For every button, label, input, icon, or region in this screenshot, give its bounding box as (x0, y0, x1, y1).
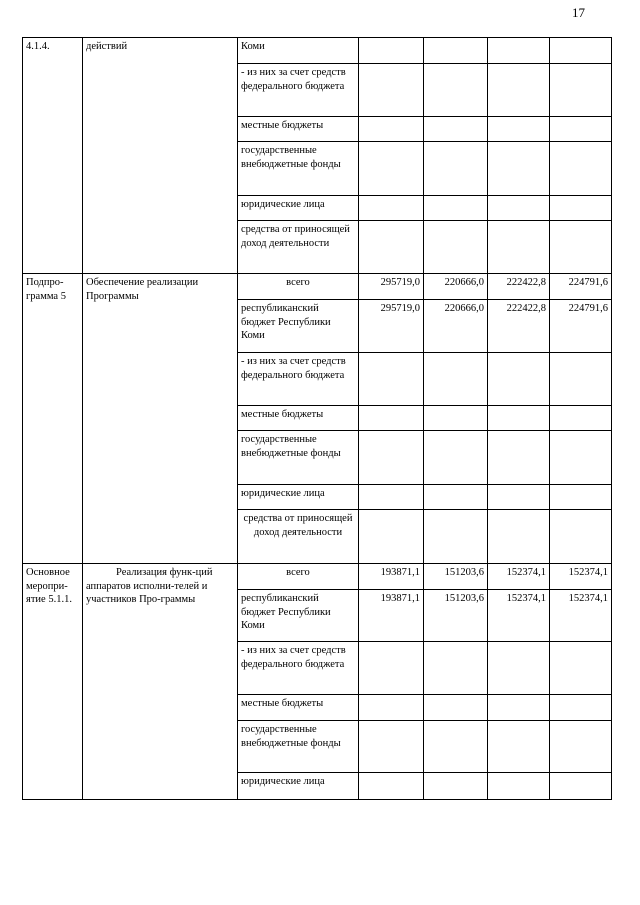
value-cell: 151203,6 (424, 590, 488, 642)
value-cell (424, 773, 488, 800)
value-cell (488, 142, 550, 196)
funding-source: всего (238, 564, 359, 590)
value-cell (550, 431, 612, 485)
funding-source: - из них за счет средств федерального бюджета (238, 642, 359, 695)
value-cell (550, 721, 612, 773)
value-cell (488, 510, 550, 564)
value-cell (488, 117, 550, 142)
value-cell (424, 142, 488, 196)
section-code: Подпро-грамма 5 (23, 274, 83, 564)
value-cell (550, 406, 612, 431)
funding-source: местные бюджеты (238, 117, 359, 142)
value-cell (359, 510, 424, 564)
value-cell (359, 142, 424, 196)
value-cell: 152374,1 (488, 564, 550, 590)
value-cell: 222422,8 (488, 274, 550, 300)
value-cell: 151203,6 (424, 564, 488, 590)
funding-source: местные бюджеты (238, 695, 359, 721)
value-cell (424, 353, 488, 406)
value-cell (424, 721, 488, 773)
section-name: Реализация функ-ций аппаратов исполни-телей и участников Про-граммы (83, 564, 238, 800)
value-cell (488, 38, 550, 64)
value-cell (424, 431, 488, 485)
value-cell (424, 406, 488, 431)
funding-source: государственные внебюджетные фонды (238, 431, 359, 485)
section-name: Обеспечение реализации Программы (83, 274, 238, 564)
value-cell: 152374,1 (488, 590, 550, 642)
value-cell (550, 117, 612, 142)
value-cell: 152374,1 (550, 590, 612, 642)
value-cell (550, 510, 612, 564)
value-cell (488, 196, 550, 221)
value-cell: 224791,6 (550, 274, 612, 300)
value-cell (359, 642, 424, 695)
funding-source: Коми (238, 38, 359, 64)
funding-source: средства от приносящей доход деятельности (238, 510, 359, 564)
value-cell (359, 773, 424, 800)
funding-source: республиканский бюджет Республики Коми (238, 590, 359, 642)
value-cell (359, 485, 424, 510)
funding-source: юридические лица (238, 196, 359, 221)
value-cell: 193871,1 (359, 564, 424, 590)
value-cell (424, 510, 488, 564)
value-cell (550, 142, 612, 196)
value-cell (488, 431, 550, 485)
value-cell: 220666,0 (424, 274, 488, 300)
value-cell (424, 695, 488, 721)
value-cell: 295719,0 (359, 274, 424, 300)
value-cell (359, 117, 424, 142)
section-name: действий (83, 38, 238, 274)
value-cell (359, 196, 424, 221)
funding-source: местные бюджеты (238, 406, 359, 431)
value-cell: 193871,1 (359, 590, 424, 642)
table-row (23, 564, 612, 590)
table-row (23, 38, 612, 64)
value-cell (550, 64, 612, 117)
funding-source: республиканский бюджет Республики Коми (238, 300, 359, 353)
value-cell (424, 642, 488, 695)
table-row (23, 274, 612, 300)
value-cell (550, 221, 612, 274)
value-cell (488, 721, 550, 773)
funding-source: всего (238, 274, 359, 300)
value-cell: 222422,8 (488, 300, 550, 353)
value-cell (424, 196, 488, 221)
value-cell (359, 221, 424, 274)
value-cell (550, 773, 612, 800)
value-cell: 152374,1 (550, 564, 612, 590)
value-cell (424, 64, 488, 117)
value-cell (359, 353, 424, 406)
funding-source: юридические лица (238, 485, 359, 510)
funding-source: юридические лица (238, 773, 359, 800)
budget-table (22, 37, 612, 800)
value-cell: 295719,0 (359, 300, 424, 353)
funding-source: государственные внебюджетные фонды (238, 142, 359, 196)
section-code: Основное меропри-ятие 5.1.1. (23, 564, 83, 800)
value-cell (488, 406, 550, 431)
value-cell (424, 485, 488, 510)
value-cell (359, 406, 424, 431)
value-cell (488, 695, 550, 721)
value-cell (359, 38, 424, 64)
value-cell (424, 221, 488, 274)
value-cell (359, 64, 424, 117)
funding-source: государственные внебюджетные фонды (238, 721, 359, 773)
value-cell (488, 642, 550, 695)
funding-source: средства от приносящей доход деятельности (238, 221, 359, 274)
value-cell: 224791,6 (550, 300, 612, 353)
page-number: 17 (572, 5, 585, 20)
value-cell (550, 642, 612, 695)
value-cell (550, 353, 612, 406)
value-cell (550, 38, 612, 64)
value-cell (488, 485, 550, 510)
value-cell (550, 485, 612, 510)
section-code: 4.1.4. (23, 38, 83, 274)
value-cell (550, 695, 612, 721)
value-cell (359, 721, 424, 773)
value-cell (424, 117, 488, 142)
value-cell (359, 431, 424, 485)
value-cell (424, 38, 488, 64)
value-cell: 220666,0 (424, 300, 488, 353)
value-cell (488, 773, 550, 800)
value-cell (488, 221, 550, 274)
funding-source: - из них за счет средств федерального бюджета (238, 353, 359, 406)
value-cell (488, 353, 550, 406)
value-cell (359, 695, 424, 721)
value-cell (488, 64, 550, 117)
value-cell (550, 196, 612, 221)
funding-source: - из них за счет средств федерального бюджета (238, 64, 359, 117)
